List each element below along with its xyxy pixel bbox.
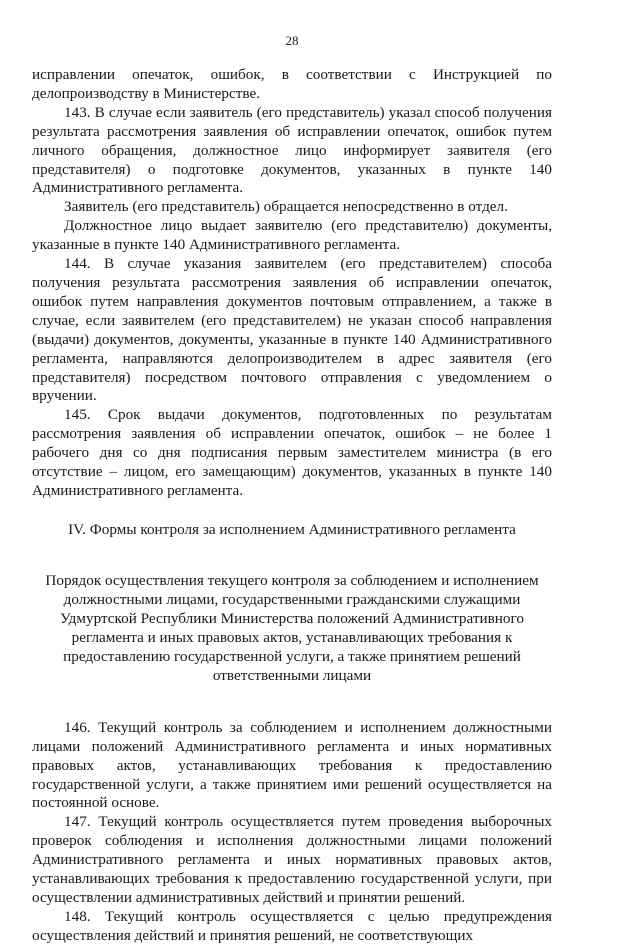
paragraph-148: 148. Текущий контроль осуществляется с целью предупреждения осуществления действий и принятия решений, не соответствующих [32, 907, 552, 944]
paragraph-145: 145. Срок выдачи документов, подготовленных по результатам рассмотрения заявления об исправлении опечаток, ошибок – не более 1 рабочего дня со дня подписания первым заместителем министра (в его отсутствие – лицом, его замещающим) документов, указанных в пункте 140 Административного регламента. [32, 406, 552, 499]
paragraph-147: 147. Текущий контроль осуществляется путем проведения выборочных проверок соблюдения и исполнения должностными лицами положений Административного регламента и иных нормативных правовых актов, устанавливающих требования к предоставлению государственной услуги, при осуществлении административных действий и принятии решений. [32, 813, 552, 906]
paragraph-applicant-goes: Заявитель (его представитель) обращается непосредственно в отдел. [64, 198, 508, 216]
paragraph-143: 143. В случае если заявитель (его представитель) указал способ получения результата рассмотрения заявления об исправлении опечаток, ошибок путем личного обращения, должностное лицо информирует заявителя (его представителя) о подготовке документов, указанных в пункте 140 Административного регламента. [32, 103, 552, 197]
paragraph-144: 144. В случае указания заявителем (его представителем) способа получения результата рассмотрения заявления об исправлении опечаток, ошибок путем направления документов почтовым отправлением, а также в случае, если заявителем (его представителем) не указан способ направления (выдачи) документов, документы, указанные в пункте 140 Административного регламента, направляются делопроизводителем в адрес заявителя (его представителя) посредством почтового отправления с уведомлением о вручении. [32, 255, 552, 405]
paragraph-official-issues: Должностное лицо выдает заявителю (его представителю) документы, указанные в пункте 140 Административного регламента. [32, 217, 552, 254]
section-title: IV. Формы контроля за исполнением Административного регламента [68, 520, 516, 538]
paragraph-146: 146. Текущий контроль за соблюдением и исполнением должностными лицами положений Административного регламента и иных нормативных правовых актов, устанавливающих требования к предоставлению государственной услуги, а также принятием ими решений осуществляется на постоянной основе. [32, 718, 552, 812]
paragraph-continuation: исправлении опечаток, ошибок, в соответствии с Инструкцией по делопроизводству в Министерстве. [32, 66, 552, 102]
subsection-title: Порядок осуществления текущего контроля за соблюдением и исполнением должностными лицами, государственными гражданскими служащими Удмуртской Республики Министерства положений Административного регламента и иных правовых актов, устанавливающих требования к предоставлению государственной услуги, а также принятием решений ответственными лицами [45, 571, 539, 684]
page-number: 28 [285, 33, 299, 48]
